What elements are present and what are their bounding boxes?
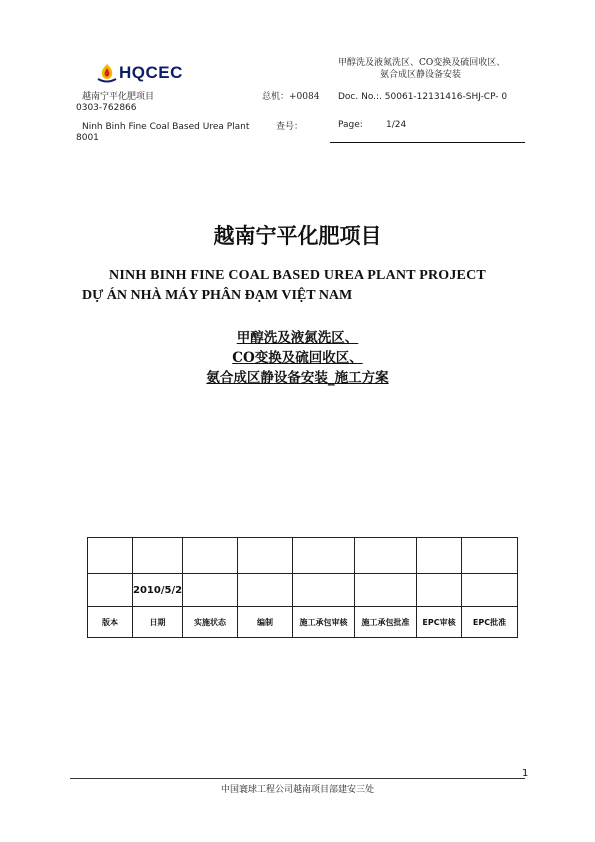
table-cell	[88, 538, 133, 574]
footer-divider	[70, 778, 525, 779]
header-epc-approve: EPC批准	[462, 607, 518, 638]
table-cell	[462, 538, 518, 574]
table-cell	[293, 574, 355, 607]
header-version: 版本	[88, 607, 133, 638]
document-title-vn: DỰ ÁN NHÀ MÁY PHÂN ĐẠM VIỆT NAM	[82, 288, 353, 303]
table-cell	[462, 574, 518, 607]
header-ext-value: 8001	[76, 133, 99, 143]
header-phone: 0303-762866	[76, 103, 137, 113]
table-row	[88, 574, 518, 607]
header-contractor-approve: 施工承包批准	[355, 607, 417, 638]
subtitle-line2	[0, 346, 595, 366]
table-cell	[183, 538, 238, 574]
company-logo	[95, 62, 210, 84]
table-cell	[417, 538, 462, 574]
header-contractor-review: 施工承包审核	[293, 607, 355, 638]
header-area-line1: 甲醇洗及液氮洗区、CO变换及硫回收区、	[338, 58, 506, 68]
table-cell	[183, 574, 238, 607]
header-date: 日期	[133, 607, 183, 638]
header-page-value: 1/24	[386, 120, 407, 130]
header-divider	[330, 142, 525, 143]
table-row	[88, 538, 518, 574]
table-cell	[355, 538, 417, 574]
subtitle-line3-text: 氨合成区静设备安装	[206, 370, 328, 386]
logo-text: HQCEC	[119, 63, 183, 82]
table-cell	[238, 574, 293, 607]
table-cell	[88, 574, 133, 607]
header-area-line2: 氨合成区静设备安装	[380, 70, 462, 80]
header-total-phone-label: 总机：+0084	[262, 92, 320, 102]
header-ext-label: 查号：	[276, 122, 304, 132]
footer-company: 中国寰球工程公司越南项目部建安三处	[220, 785, 374, 795]
subtitle-line1-text: 甲醇洗及液氮洗区、	[236, 330, 359, 346]
document-title-en: NINH BINH FINE COAL BASED UREA PLANT PROJECT	[109, 268, 486, 283]
logo-flame-icon	[95, 62, 119, 84]
subtitle-line2-text: CO变换及硫回收区、	[232, 350, 363, 366]
header-project-en: Ninh Binh Fine Coal Based Urea Plant	[82, 122, 250, 132]
header-page-label: Page:	[338, 120, 363, 130]
page-number: 1	[522, 768, 529, 779]
table-header-row	[88, 607, 518, 638]
subtitle-line3	[0, 366, 595, 386]
subtitle-line1	[0, 326, 595, 346]
table-cell	[417, 574, 462, 607]
document-title-cn: 越南宁平化肥项目	[213, 223, 382, 248]
table-cell	[293, 538, 355, 574]
subtitle-line3-suffix: _施工方案	[327, 370, 389, 386]
table-cell	[133, 538, 183, 574]
header-project-cn: 越南宁平化肥项目	[82, 92, 155, 102]
table-cell-date: 2010/5/2	[133, 574, 183, 607]
header-epc-review: EPC审核	[417, 607, 462, 638]
header-doc-no: Doc. No.:. 50061-12131416-SHJ-CP- 0	[338, 92, 508, 102]
header-status: 实施状态	[183, 607, 238, 638]
revision-table	[87, 537, 518, 638]
table-cell	[355, 574, 417, 607]
table-cell	[238, 538, 293, 574]
header-prepared: 编制	[238, 607, 293, 638]
